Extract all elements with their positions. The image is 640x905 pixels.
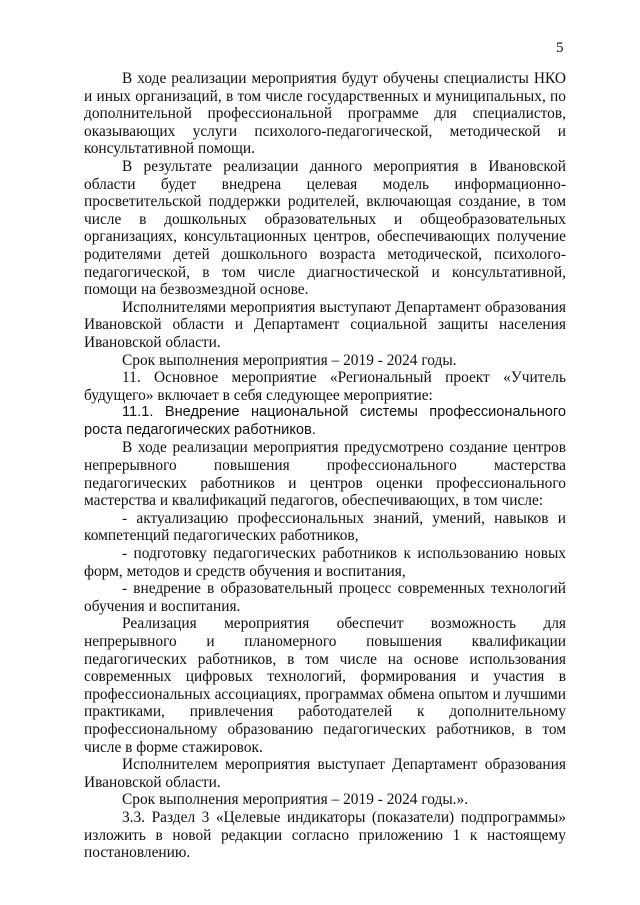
paragraph-section-3-3: 3.3. Раздел 3 «Целевые индикаторы (показатели) подпрограммы» изложить в новой редакции согласно приложению 1 к настоящему постановлению. [84, 808, 566, 862]
paragraph-main-event-11: 11. Основное мероприятие «Региональный проект «Учитель будущего» включает в себя следующее мероприятие: [84, 369, 566, 404]
paragraph-deadline: Срок выполнения мероприятия – 2019 - 2024 годы. [122, 351, 457, 369]
paragraph-event-11-1: 11.1. Внедрение национальной системы профессионального роста педагогических работников. [84, 404, 566, 438]
paragraph-target-model: В результате реализации данного мероприятия в Ивановской области будет внедрена целевая модель информационно-просветительской поддержки родителей, включающая создание, в том числе в дошкольных образовательных и общеобразовательных организациях, консультационных центров, обеспечивающих получение родителями детей дошкольного возраста методической, психолого-педагогической, в том числе диагностической и консультативной, помощи на безвозмездной основе. [84, 157, 566, 299]
document-body [84, 70, 566, 862]
list-item-actualization: - актуализацию профессиональных знаний, умений, навыков и компетенций педагогических работников, [84, 509, 566, 545]
paragraph-nko-training: В ходе реализации мероприятия будут обучены специалисты НКО и иных организаций, в том числе государственных и муниципальных, по дополнительной профессиональной программе для специалистов, оказывающих услуги психолого-педагогической, методической и консультативной помощи. [84, 70, 566, 158]
paragraph-centers-creation: В ходе реализации мероприятия предусмотрено создание центров непрерывного повышения профессионального мастерства педагогических работников и центров оценки профессионального мастерства и квалификаций педагогов, обеспечивающих, в том числе: [84, 439, 566, 510]
paragraph-executor-department: Исполнителем мероприятия выступает Департамент образования Ивановской области. [84, 756, 566, 791]
list-item-implementation: - внедрение в образовательный процесс современных технологий обучения и воспитания. [84, 580, 566, 615]
paragraph-realization-effect: Реализация мероприятия обеспечит возможность для непрерывного и планомерного повышения квалификации педагогических работников, в том числе на основе использования современных цифровых технологий, формирования и участия в профессиональных ассоциациях, программах обмена опытом и лучшими практиками, привлечения работодателей к дополнительному профессиональному образованию педагогических работников, в том числе в форме стажировок. [84, 615, 566, 756]
paragraph-deadline-final: Срок выполнения мероприятия – 2019 - 2024 годы.». [122, 791, 469, 809]
list-item-preparation: - подготовку педагогических работников к использованию новых форм, методов и средств обучения и воспитания, [84, 545, 566, 580]
page-number: 5 [556, 40, 564, 56]
paragraph-executors: Исполнителями мероприятия выступают Департамент образования Ивановской области и Департамент социальной защиты населения Ивановской области. [84, 298, 566, 351]
